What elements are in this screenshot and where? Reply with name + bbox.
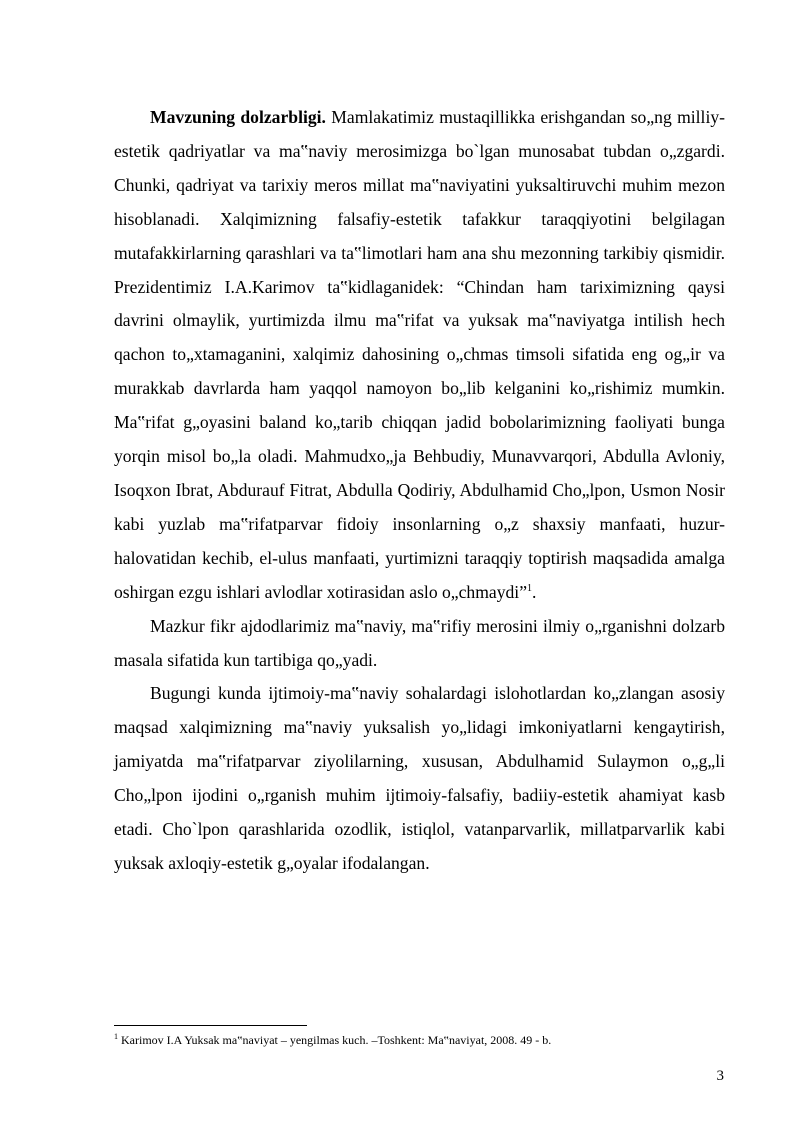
paragraph-end: .	[532, 581, 537, 602]
paragraph-ancestors: Mazkur fikr ajdodlarimiz ma‟naviy, ma‟rifiy merosini ilmiy o„rganishni dolzarb masala sifatida kun tartibiga qo„yadi.	[114, 615, 725, 670]
footnote-separator	[114, 1025, 307, 1026]
section-heading: Mavzuning dolzarbligi.	[150, 107, 326, 127]
footnote	[114, 1032, 734, 1048]
paragraph-relevance	[114, 101, 725, 610]
paragraph-today: Bugungi kunda ijtimoiy-ma‟naviy sohalardagi islohotlardan ko„zlangan asosiy maqsad xalqimizning ma‟naviy yuksalish yo„lidagi imkoniyatlarni kengaytirish, jamiyatda ma‟rifatparvar ziyolilarning, xususan, Abdulhamid Sulaymon o„g„li Cho„lpon ijodini o„rganish muhim ijtimoiy-falsafiy, badiiy-estetik ahamiyat kasb etadi. Cho`lpon qarashlarida ozodlik, istiqlol, vatanparvarlik, millatparvarlik kabi yuksak axloqiy-estetik g„oyalar ifodalangan.	[114, 683, 725, 873]
footnote-mark: 1	[114, 1032, 118, 1041]
page-number: 3	[716, 1068, 724, 1084]
body-text	[114, 101, 725, 881]
footnote-reference[interactable]: 1	[527, 582, 533, 594]
footnote-text: Karimov I.A Yuksak ma‟naviyat – yengilmas kuch. –Toshkent: Ma‟naviyat, 2008. 49 - b.	[121, 1033, 552, 1047]
paragraph-text: Mamlakatimiz mustaqillikka erishgandan so„ng milliy-estetik qadriyatlar va ma‟naviy merosimizga bo`lgan munosabat tubdan o„zgardi. Chunki, qadriyat va tarixiy meros millat ma‟naviyatini yuksaltiruvchi muhim mezon hisoblanadi. Xalqimizning falsafiy-estetik tafakkur taraqqiyotini belgilagan mutafakkirlarning qarashlari va ta‟limotlari ham ana shu mezonning tarkibiy qismidir. Prezidentimiz I.A.Karimov ta‟kidlaganidek: “Chindan ham tariximizning qaysi davrini olmaylik, yurtimizda ilmu ma‟rifat va yuksak ma‟naviyatga intilish hech qachon to„xtamaganini, xalqimiz dahosining o„chmas timsoli sifatida eng og„ir va murakkab davrlarda ham yaqqol namoyon bo„lib kelganini ko„rishimiz mumkin. Ma‟rifat g„oyasini baland ko„tarib chiqqan jadid bobolarimizning faoliyati bunga yorqin misol bo„la oladi. Mahmudxo„ja Behbudiy, Munavvarqori, Abdulla Avloniy, Isoqxon Ibrat, Abdurauf Fitrat, Abdulla Qodiriy, Abdulhamid Cho„lpon, Usmon Nosir kabi yuzlab ma‟rifatparvar fidoiy insonlarning o„z shaxsiy manfaati, huzur-halovatidan kechib, el-ulus manfaati, yurtimizni taraqqiy toptirish maqsadida amalga oshirgan ezgu ishlari avlodlar xotirasidan aslo o„chmaydi”	[114, 107, 725, 602]
